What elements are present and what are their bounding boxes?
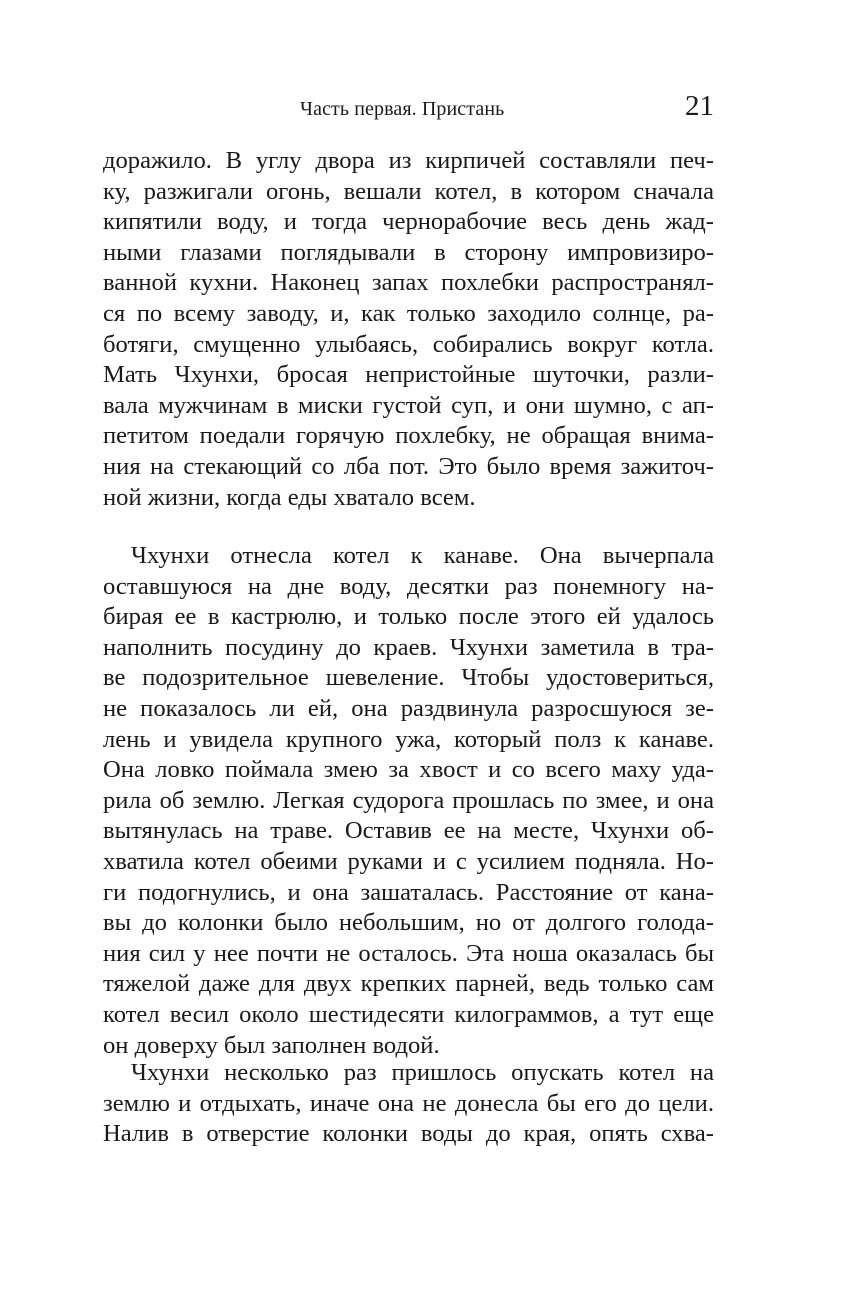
text-line: вы до колонки было небольшим, но от долгого голода- — [103, 909, 714, 937]
text-line: вала мужчинам в миски густой суп, и они шумно, с ап- — [103, 391, 714, 419]
chapter-title: Часть первая. Пристань — [300, 98, 505, 120]
text-line: Чхунхи несколько раз пришлось опускать котел на — [131, 1059, 714, 1086]
text-line: ными глазами поглядывали в сторону импровизиро- — [103, 238, 714, 266]
text-line: Мать Чхунхи, бросая непристойные шуточки, разли- — [103, 361, 714, 389]
text-line: ния на стекающий со лба пот. Это было время зажиточ- — [103, 452, 714, 480]
text-line: ния сил у нее почти не осталось. Эта ноша оказалась бы — [103, 939, 714, 967]
text-line: Налив в отверстие колонки воды до края, опять схва- — [103, 1120, 714, 1148]
text-line: он доверху был заполнен водой. — [103, 1031, 440, 1059]
text-line: вытянулась на траве. Оставив ее на месте, Чхунхи об- — [103, 817, 714, 845]
paragraph-1 — [103, 146, 714, 513]
text-line: петитом поедали горячую похлебку, не обращая внима- — [103, 422, 714, 450]
text-line: ве подозрительное шевеление. Чтобы удостовериться, — [103, 664, 714, 692]
text-line: хватила котел обеими руками и с усилием подняла. Но- — [103, 847, 714, 875]
text-line: наполнить посудину до краев. Чхунхи заметила в тра- — [103, 633, 714, 661]
text-line: котел весил около шестидесяти килограммов, а тут еще — [103, 1000, 714, 1028]
text-line: ботяги, смущенно улыбаясь, собирались вокруг котла. — [103, 330, 714, 358]
text-line: ку, разжигали огонь, вешали котел, в котором сначала — [103, 177, 714, 205]
page-number: 21 — [685, 90, 714, 122]
text-line: бирая ее в кастрюлю, и только после этого ей удалось — [103, 603, 714, 631]
text-line: кипятили воду, и тогда чернорабочие весь день жад- — [103, 208, 714, 236]
text-line: ги подогнулись, и она зашаталась. Расстояние от кана- — [103, 878, 714, 906]
text-line: Чхунхи отнесла котел к канаве. Она вычерпала — [131, 542, 714, 569]
text-line: оставшуюся на дне воду, десятки раз понемногу на- — [103, 572, 714, 600]
paragraph-2 — [103, 541, 714, 1061]
text-line: рила об землю. Легкая судорога прошлась по змее, и она — [103, 786, 714, 814]
text-line: ванной кухни. Наконец запах похлебки распространял- — [103, 269, 714, 297]
text-line: ся по всему заводу, и, как только заходило солнце, ра- — [103, 299, 714, 327]
text-line: землю и отдыхать, иначе она не донесла бы его до цели. — [103, 1089, 714, 1117]
text-line: доражило. В углу двора из кирпичей составляли печ- — [103, 147, 714, 174]
text-line: ной жизни, когда еды хватало всем. — [103, 483, 476, 511]
text-line: лень и увидела крупного ужа, который полз к канаве. — [103, 725, 714, 753]
text-line: не показалось ли ей, она раздвинула разросшуюся зе- — [103, 694, 714, 722]
paragraph-3 — [103, 1058, 714, 1150]
text-line: тяжелой даже для двух крепких парней, ведь только сам — [103, 970, 714, 998]
running-header — [103, 92, 714, 128]
text-line: Она ловко поймала змею за хвост и со всего маху уда- — [103, 756, 714, 784]
